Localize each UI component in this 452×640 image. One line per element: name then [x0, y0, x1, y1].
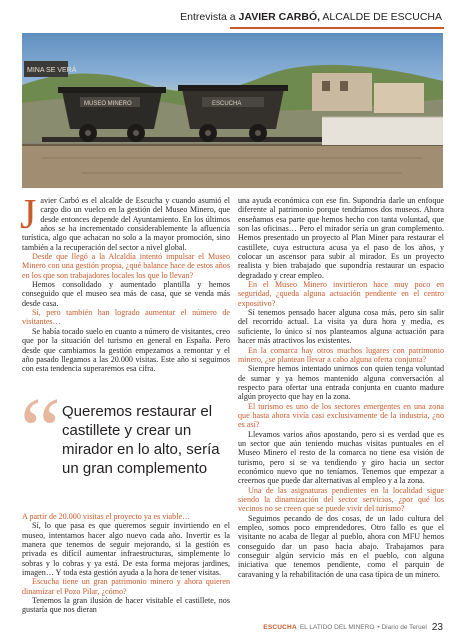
interview-question: Sí, pero también han logrado aumentar el número de visitantes…	[22, 308, 230, 327]
header-rule	[230, 27, 444, 29]
interview-question: Desde que llegó a la Alcaldía intentó impulsar el Museo Minero con una gestión propia, ¿qué balance hace de estos años en los que son trabajadores locales los que lo llevan?	[22, 252, 230, 280]
mine-wagons-photo	[22, 33, 443, 188]
interview-answer: Hemos consolidado y aumentado plantilla y hemos conseguido que el museo sea más de casa, que se venda más desde casa.	[22, 280, 230, 308]
interview-question: Una de las asignaturas pendientes en la localidad sigue siendo la dinamización del sector servicios, ¿por qué los vecinos no se creen que se puede vivir del turismo?	[238, 485, 444, 514]
article-column-right	[238, 196, 444, 579]
interview-question: En la comarca hay otros muchos lugares con patrimonio minero, ¿se plantean llevar a cabo alguna oferta conjunta?	[238, 345, 444, 364]
pull-quote	[20, 379, 230, 506]
article-column-left-continued	[22, 512, 230, 615]
interview-question: A partir de 20.000 visitas el proyecto ya es viable…	[22, 512, 191, 521]
header-title	[180, 11, 442, 23]
pull-quote-text: Queremos restaurar el castillete y crear un mirador en lo alto, sería un gran complemento	[62, 403, 220, 477]
interview-answer: Siempre hemos intentado unirnos con quien tenga voluntad de sumar y ya hemos mantenido alguna conversación al respecto para ofertar una entrada conjunta en cuanto madure algún proyecto que hay en la zona.	[238, 364, 444, 402]
article-column-left	[20, 192, 230, 374]
interview-answer: una ayuda económica con ese fin. Supondría darle un enfoque diferente al patrimonio porque tendríamos dos museos. Ahora enseñamos esa parte que hemos hecho con tanta voluntad, que son las oficinas… Pero el mirador sería un gran complemento. Hemos presentado un proyecto al Plan Miner para restaurar el castillete, cuya estructura acusa ya el paso de los años, y colocar un ascensor para subir al mirador. Es un proyecto realista y bien trabajado que supondría restaurar un espacio degradado y crear empleo.	[238, 196, 444, 280]
interview-question: En el Museo Minero invirtieron hace muy poco en seguridad, ¿queda alguna actuación pendiente en el centro expositivo?	[238, 280, 444, 308]
drop-cap: J	[20, 192, 37, 238]
header-prefix: Entrevista a	[180, 11, 236, 23]
interview-question: El turismo es uno de los sectores emergentes en una zona que hasta ahora vivía casi exclusivamente de la industria, ¿no es así?	[238, 401, 444, 430]
header-role: ALCALDE DE ESCUCHA	[322, 11, 442, 23]
photo-illustration	[22, 33, 443, 188]
interview-answer: Tenemos la gran ilusión de hacer visitable el castillete, nos gustaría que nos dieran	[22, 596, 230, 615]
interview-question: Escucha tiene un gran patrimonio minero y ahora quieren dinamizar el Pozo Pilar, ¿cómo?	[22, 577, 230, 596]
page-header	[0, 9, 452, 25]
interview-answer: Se había tocado suelo en cuanto a número de visitantes, creo que por la situación del turismo en general en España. Pero desde que cambiamos la gestión empezamos a remontar y el año pasado llegamos a las 20.000 visitas. Este año si seguimos con esta tendencia superaremos esa cifra.	[22, 326, 230, 374]
page-footer	[0, 620, 452, 634]
photo-sign: MINA SE VERÁ	[27, 67, 77, 74]
wagon-right-label: ESCUCHA	[212, 101, 242, 107]
header-name: JAVIER CARBÓ,	[238, 11, 321, 23]
page-number: 23	[431, 621, 443, 633]
interview-answer: Llevamos varios años apostando, pero si es verdad que es un sector que aún teniendo muchas visitas puntuales en el Museo Minero el resto de la comarca no tiene esa visión de turismo, pero si se va tendiendo y giro hacia un sector económico nuevo que no teníamos. Tenemos que empezar a creernos que puede dar alternativas al empleo y a la zona.	[238, 429, 444, 486]
interview-answer: Sí, lo que pasa es que queremos seguir invirtiendo en el museo, intentamos hacer algo nuevo cada año. Invertir es la manera que tenemos de seguir mejorando, si la gestión es privada es difícil aumentar infraestructuras, simplemente lo sobras y lo cobras y ya está. De esta forma mejoras jardines, imagen… Y toda esta gestión ayuda a la hora de tener visitas.	[22, 521, 230, 578]
footer-brand: ESCUCHA	[263, 623, 297, 631]
interview-answer: avier Carbó es el alcalde de Escucha y cuando asumió el cargo dio un vuelco en la gestión del Museo Minero, que desde entonces depende del Ayuntamiento. En los últimos años se ha incrementado considerablemente la afluencia turística, algo que achacan no solo a la mayor promoción, sino también a la recuperación del sector a nivel global.	[22, 196, 230, 252]
interview-answer: Sí tenemos pensado hacer alguna cosa más, pero sin salir del recorrido actual. La visita ya dura hora y media, es suficiente, lo único sí nos planteamos alguna actuación para hacer más atractivos los existentes.	[238, 308, 444, 346]
quote-mark-icon: “	[20, 379, 61, 481]
footer-publication: • Diario de Teruel	[377, 623, 427, 631]
interview-answer: Seguimos pecando de dos cosas, de un lado cultura del empleo, somos poco emprendedores. Otro fallo es que el visitante no acaba de llegar al pueblo, ahora con MFU hemos conseguido dar un paso hacia abajo. Trabajamos para conseguir algún servicio más en el pueblo, con alguna iniciativa que tenemos pendiente, como el parquin de caravaning y la rehabilitación de una casa típica de un minero.	[238, 513, 444, 579]
wagon-left-label: MUSEO MINERO	[84, 101, 132, 107]
footer-tagline: EL LATIDO DEL MINERO	[299, 623, 375, 631]
